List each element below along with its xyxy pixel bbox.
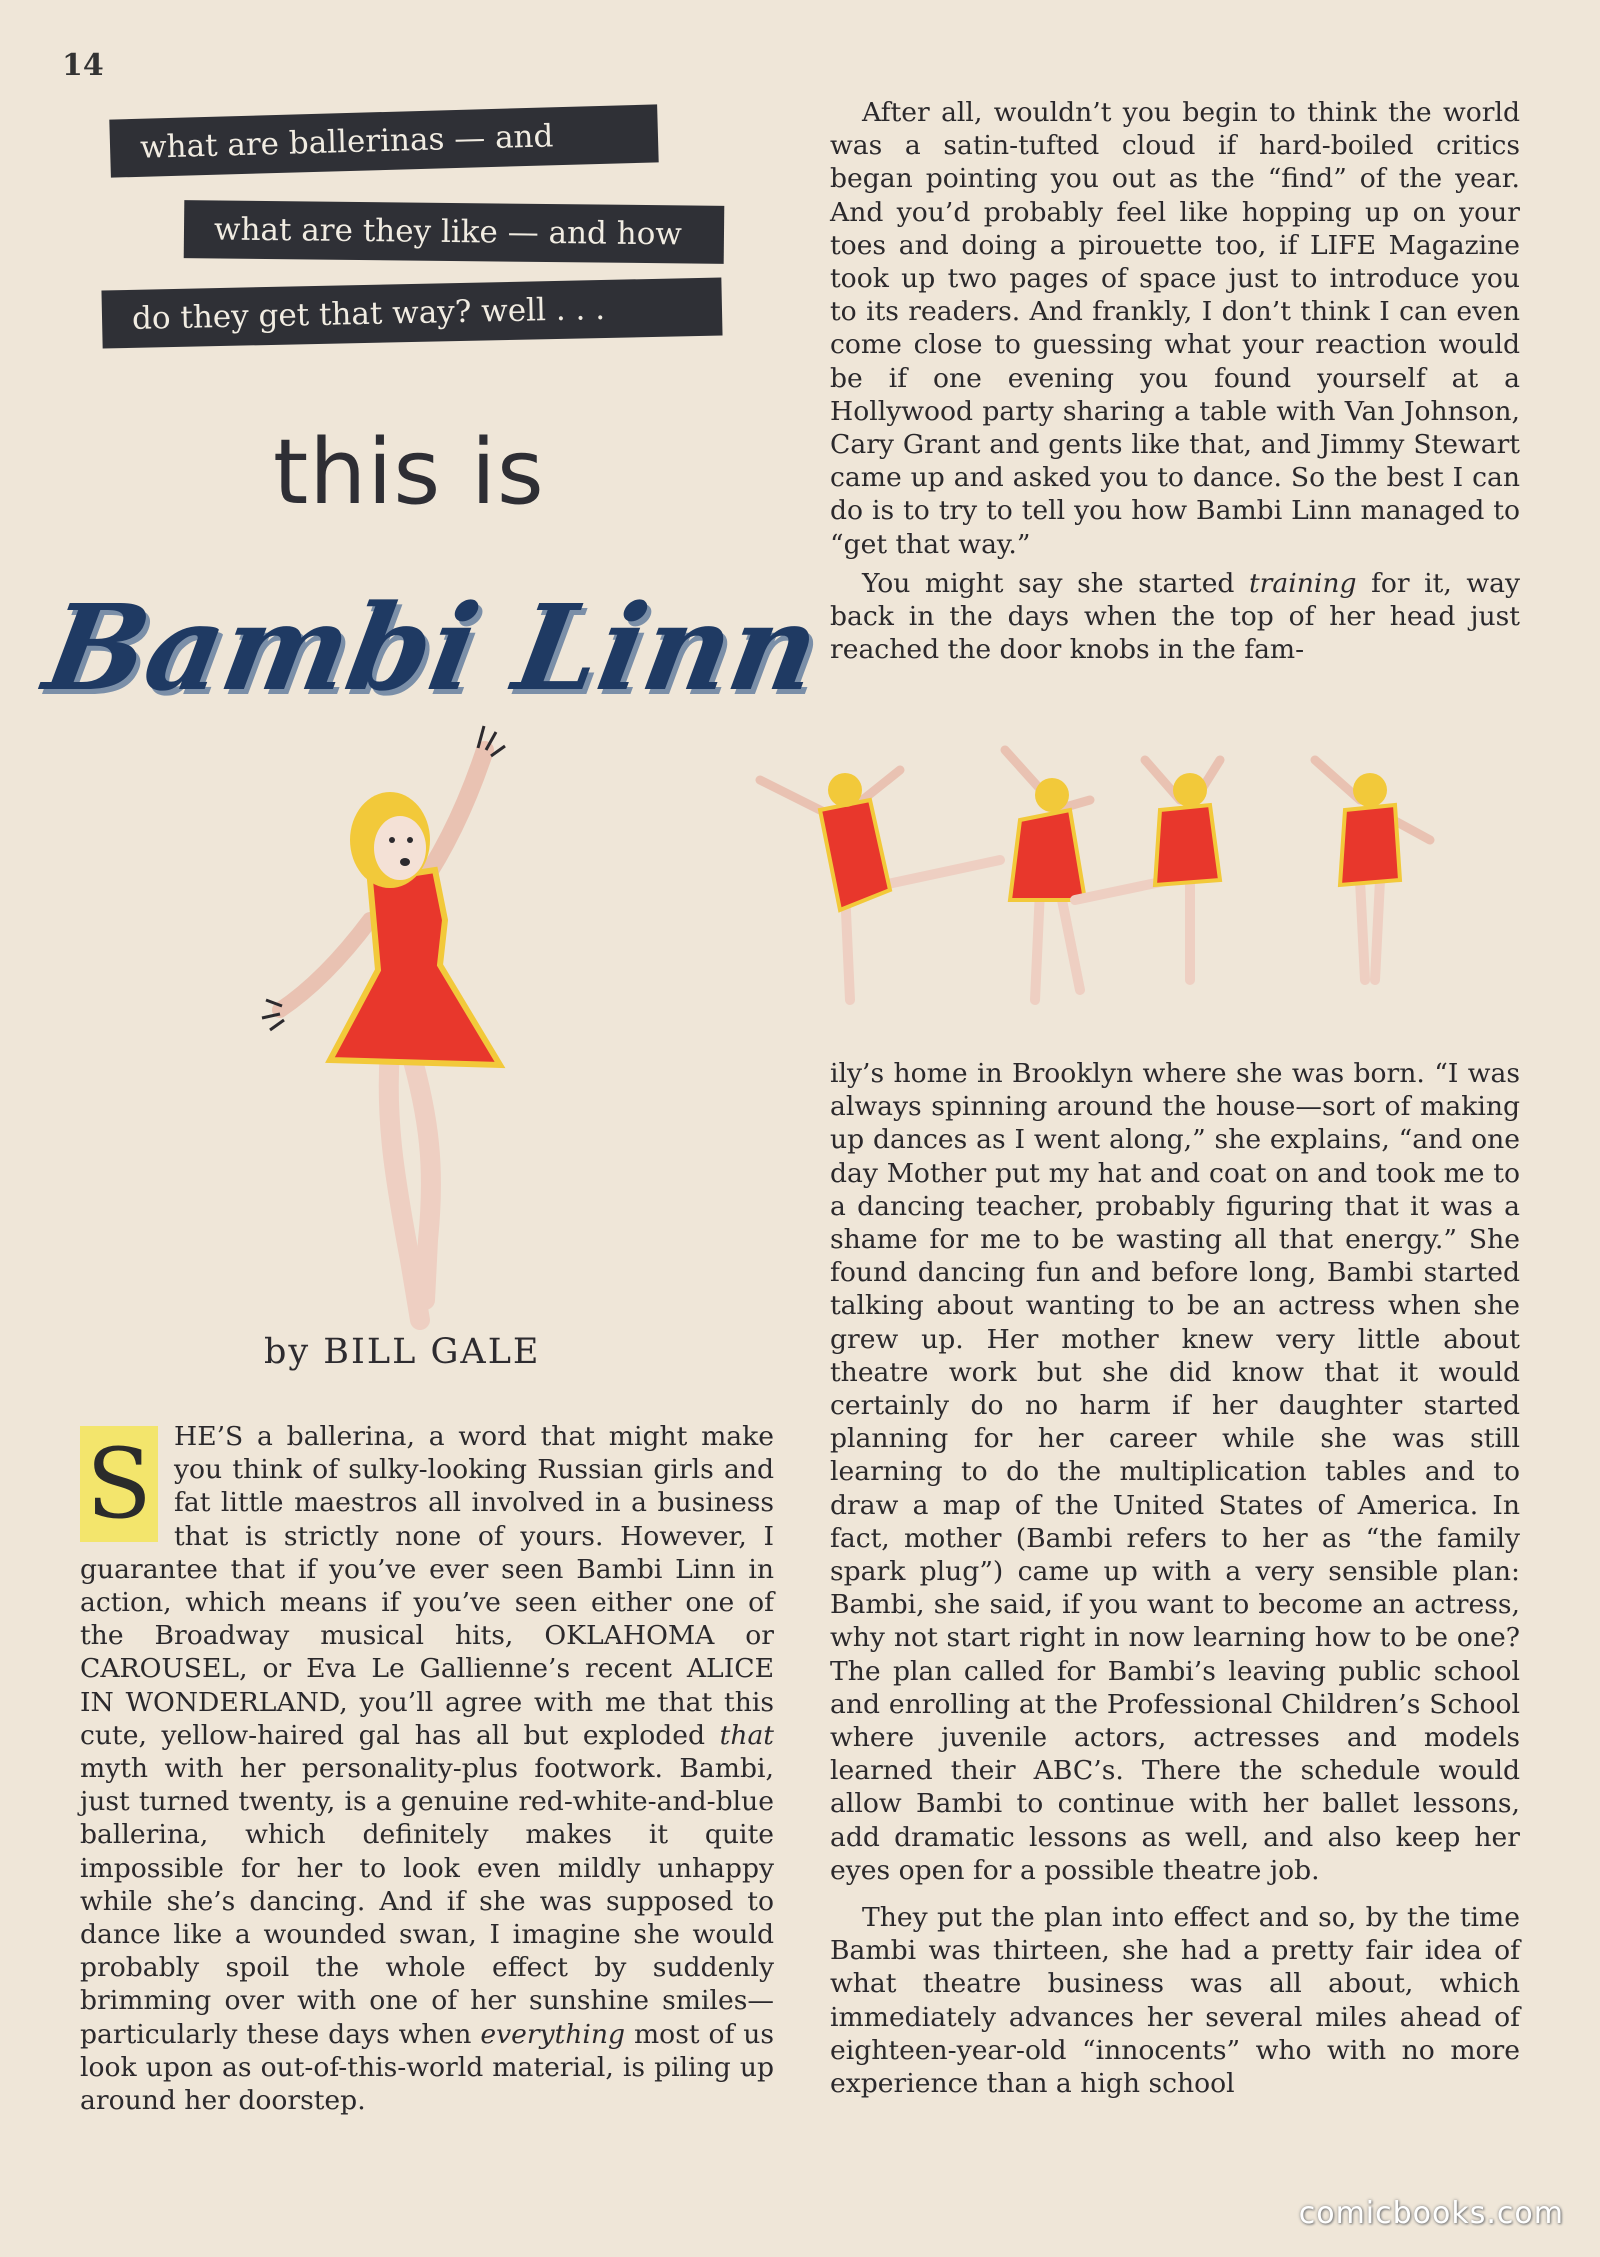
- article-column-left: [80, 1420, 774, 2117]
- header-strip-3: do they get that way? well . . .: [101, 278, 722, 349]
- article-column-right-top: [830, 96, 1520, 666]
- drop-cap: S: [80, 1426, 158, 1542]
- paragraph-4: They put the plan into effect and so, by the time Bambi was thirteen, she had a pretty fair idea of what theatre business was all about, which immediately advances her several miles ahead of eighteen-year-old “innocents” who with no more experience than a high school: [830, 1902, 1520, 2100]
- page-number: 14: [62, 48, 104, 83]
- watermark: comicbooks.com: [1298, 2196, 1564, 2231]
- title-small: this is: [273, 420, 545, 525]
- title-script: Bambi Linn: [35, 578, 830, 717]
- dancer-4: [1315, 760, 1430, 980]
- dancer-3: [1075, 760, 1220, 980]
- paragraph-3: You might say she started training for it, way back in the days when the top of her head just reached the door knobs in the fam-: [830, 567, 1520, 666]
- header-strip-1: what are ballerinas — and: [109, 104, 658, 177]
- article-column-right-bottom: [830, 1057, 1520, 2100]
- dancer-1: [760, 770, 1000, 1000]
- paragraph-2: After all, wouldn’t you begin to think the world was a satin-tufted cloud if hard-boiled critics began pointing you out as the “find” of the year. And you’d probably feel like hopping up on your toes and doing a pirouette too, if LIFE Magazine took up two pages of space just to introduce you to its readers. And frankly, I don’t think I can even come close to guessing what your reaction would be if one evening you found yourself at a Hollywood party sharing a table with Van Johnson, Cary Grant and gents like that, and Jimmy Stewart came up and asked you to dance. So the best I can do is to try to tell you how Bambi Linn managed to “get that way.”: [830, 97, 1520, 560]
- intro-paragraph: S HE’S a ballerina, a word that might make you think of sulky-looking Russian girls and fat little maestros all involved in a business that is strictly none of yours. However, I guarantee that if you’ve ever seen Bambi Linn in action, which means if you’ve seen either one of the Broadway musical hits, OKLAHOMA or CAROUSEL, or Eva Le Gallienne’s recent ALICE IN WONDERLAND, you’ll agree with me that this cute, yellow-haired gal has all but exploded that myth with her personality-plus footwork. Bambi, just turned twenty, is a genuine red-white-and-blue ballerina, which definitely makes it quite impossible for her to look even mildly unhappy while she’s dancing. And if she was supposed to dance like a wounded swan, I imagine she would probably spoil the whole effect by suddenly brimming over with one of her sunshine smiles—particularly these days when everything most of us look upon as out-of-this-world material, is piling up around her doorstep.: [80, 1421, 774, 2117]
- paragraph-3-continued: ily’s home in Brooklyn where she was born. “I was always spinning around the house—sort of making up dances as I went along,” she explains, “and one day Mother put my hat and coat on and took me to a dancing teacher, probably figuring that it was a shame for me to be wasting all that energy.” She found dancing fun and before long, Bambi started talking about wanting to be an actress when she grew up. Her mother knew very little about theatre work but she did know that it would certainly do no harm if her daughter started planning for her career while she was still learning to do the multiplication tables and to draw a map of the United States of America. In fact, mother (Bambi refers to her as “the family spark plug”) came up with a very sensible plan: Bambi, she said, if you want to become an actress, why not start right in now learning how to be one? The plan called for Bambi’s leaving public school and enrolling at the Professional Children’s School where juvenile actors, actresses and models learned their ABC’s. There the schedule would allow Bambi to continue with her ballet lessons, add dramatic lessons as well, and also keep her eyes open for a possible theatre job.: [830, 1058, 1520, 1886]
- byline: by BILL GALE: [264, 1332, 541, 1372]
- dancer-2: [1005, 750, 1090, 1000]
- header-strip-2: what are they like — and how: [184, 200, 725, 264]
- ballerina-illustration: [260, 720, 590, 1340]
- dance-sequence-illustration: [750, 740, 1530, 1050]
